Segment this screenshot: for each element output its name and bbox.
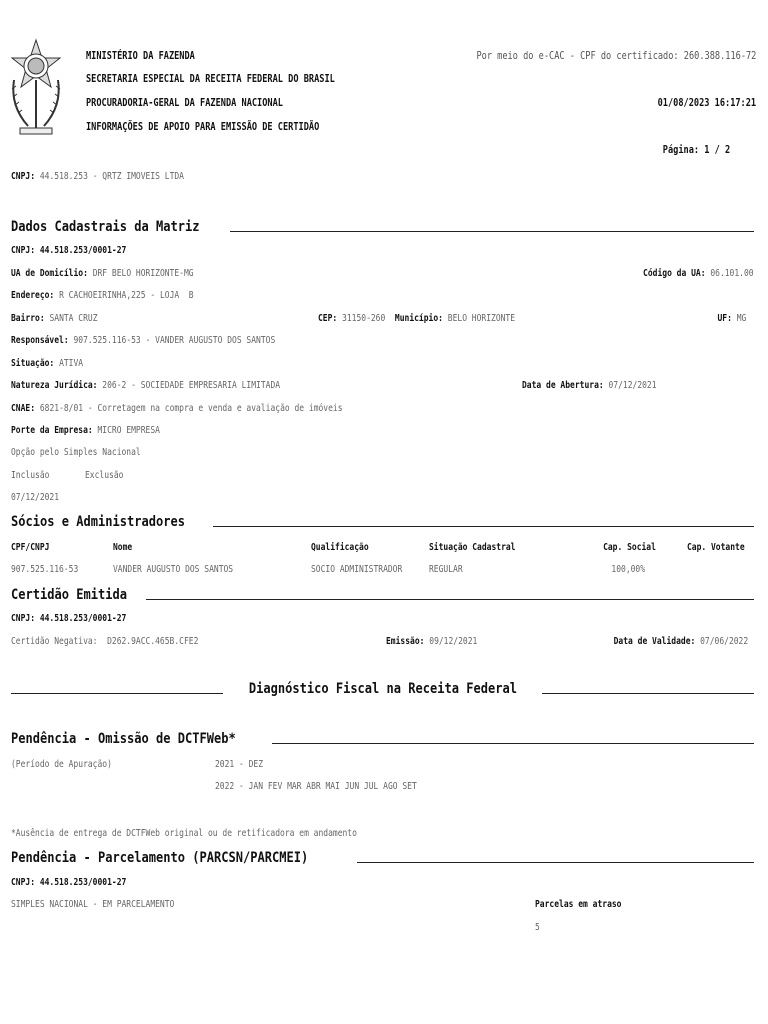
uf: UF: MG <box>717 313 746 324</box>
cep-municipio: CEP: 31150-260 Município: BELO HORIZONTE <box>318 313 516 324</box>
section-diagnostico <box>11 681 754 697</box>
header-line-2: SECRETARIA ESPECIAL DA RECEITA FEDERAL DO BRASIL <box>86 73 335 85</box>
section-title: Sócios e Administradores <box>11 514 185 530</box>
certidao-negativa: Certidão Negativa: D262.9ACC.465B.CFE2 <box>11 636 199 647</box>
bairro: Bairro: SANTA CRUZ <box>11 313 98 324</box>
periodo-2021: 2021 - DEZ <box>215 759 264 770</box>
cnae: CNAE: 6821-8/01 - Corretagem na compra e venda e avaliação de imóveis <box>11 403 343 414</box>
header-line-1: MINISTÉRIO DA FAZENDA <box>86 50 195 62</box>
natureza-juridica: Natureza Jurídica: 206-2 - SOCIEDADE EMPRESARIA LIMITADA <box>11 380 281 391</box>
cnpj-top: CNPJ: 44.518.253 - QRTZ IMOVEIS LTDA <box>11 171 184 182</box>
socio-nome: VANDER AUGUSTO DOS SANTOS <box>113 564 234 575</box>
parcelas-atraso-value: 5 <box>535 922 540 933</box>
col-cap-social: Cap. Social <box>603 542 656 553</box>
section-title: Dados Cadastrais da Matriz <box>11 219 200 235</box>
col-qualificacao: Qualificação <box>311 542 369 553</box>
socio-qualificacao: SOCIO ADMINISTRADOR <box>311 564 403 575</box>
periodo-2022: 2022 - JAN FEV MAR ABR MAI JUN JUL AGO SET <box>215 781 417 792</box>
brasao-seal <box>8 36 64 144</box>
endereco: Endereço: R CACHOEIRINHA,225 - LOJA B <box>11 290 194 301</box>
section-dados-cadastrais <box>11 219 754 235</box>
porte-empresa: Porte da Empresa: MICRO EMPRESA <box>11 425 160 436</box>
certidao-cnpj: CNPJ: 44.518.253/0001-27 <box>11 613 127 624</box>
col-cap-votante: Cap. Votante <box>687 542 745 553</box>
certidao-emissao: Emissão: 09/12/2021 <box>386 636 478 647</box>
dados-cnpj: CNPJ: 44.518.253/0001-27 <box>11 245 127 256</box>
header-line-4: INFORMAÇÕES DE APOIO PARA EMISSÃO DE CERTIDÃO <box>86 121 320 133</box>
access-info: Por meio do e-CAC - CPF do certificado: 260.388.116-72 <box>476 50 756 62</box>
socio-cpf: 907.525.116-53 <box>11 564 79 575</box>
section-title: Pendência - Omissão de DCTFWeb* <box>11 731 236 747</box>
section-title: Pendência - Parcelamento (PARCSN/PARCMEI) <box>11 850 309 866</box>
emission-datetime: 01/08/2023 16:17:21 <box>657 97 756 109</box>
exclusao-label: Exclusão <box>85 470 124 481</box>
certidao-validade: Data de Validade: 07/06/2022 <box>613 636 748 647</box>
section-title: Certidão Emitida <box>11 587 127 603</box>
data-abertura: Data de Abertura: 07/12/2021 <box>522 380 657 391</box>
section-socios <box>11 514 754 530</box>
dctfweb-note: *Ausência de entrega de DCTFWeb original ou de retificadora em andamento <box>11 828 357 839</box>
periodo-apuracao-label: (Período de Apuração) <box>11 759 112 770</box>
socio-cap-social: 100,00% <box>611 564 645 575</box>
codigo-ua: Código da UA: 06.101.00 <box>643 268 754 279</box>
situacao: Situação: ATIVA <box>11 358 84 369</box>
parcelamento-desc: SIMPLES NACIONAL - EM PARCELAMENTO <box>11 899 175 910</box>
section-pendencia-dctfweb <box>11 731 754 747</box>
section-title: Diagnóstico Fiscal na Receita Federal <box>248 681 517 697</box>
ua-domicilio: UA de Domicílio: DRF BELO HORIZONTE-MG <box>11 268 194 279</box>
responsavel: Responsável: 907.525.116-53 - VANDER AUGUSTO DOS SANTOS <box>11 335 276 346</box>
section-certidao <box>11 587 754 603</box>
col-situacao-cadastral: Situação Cadastral <box>429 542 516 553</box>
header-line-3: PROCURADORIA-GERAL DA FAZENDA NACIONAL <box>86 97 283 109</box>
socio-situacao: REGULAR <box>429 564 463 575</box>
parcelamento-cnpj: CNPJ: 44.518.253/0001-27 <box>11 877 127 888</box>
simples-nacional-label: Opção pelo Simples Nacional <box>11 447 141 458</box>
inclusao-label: Inclusão <box>11 470 50 481</box>
col-cpf-cnpj: CPF/CNPJ <box>11 542 50 553</box>
inclusao-date: 07/12/2021 <box>11 492 60 503</box>
page-number: Página: 1 / 2 <box>662 144 730 156</box>
parcelas-atraso-label: Parcelas em atraso <box>535 899 622 910</box>
section-pendencia-parcelamento <box>11 850 754 866</box>
col-nome: Nome <box>113 542 133 553</box>
